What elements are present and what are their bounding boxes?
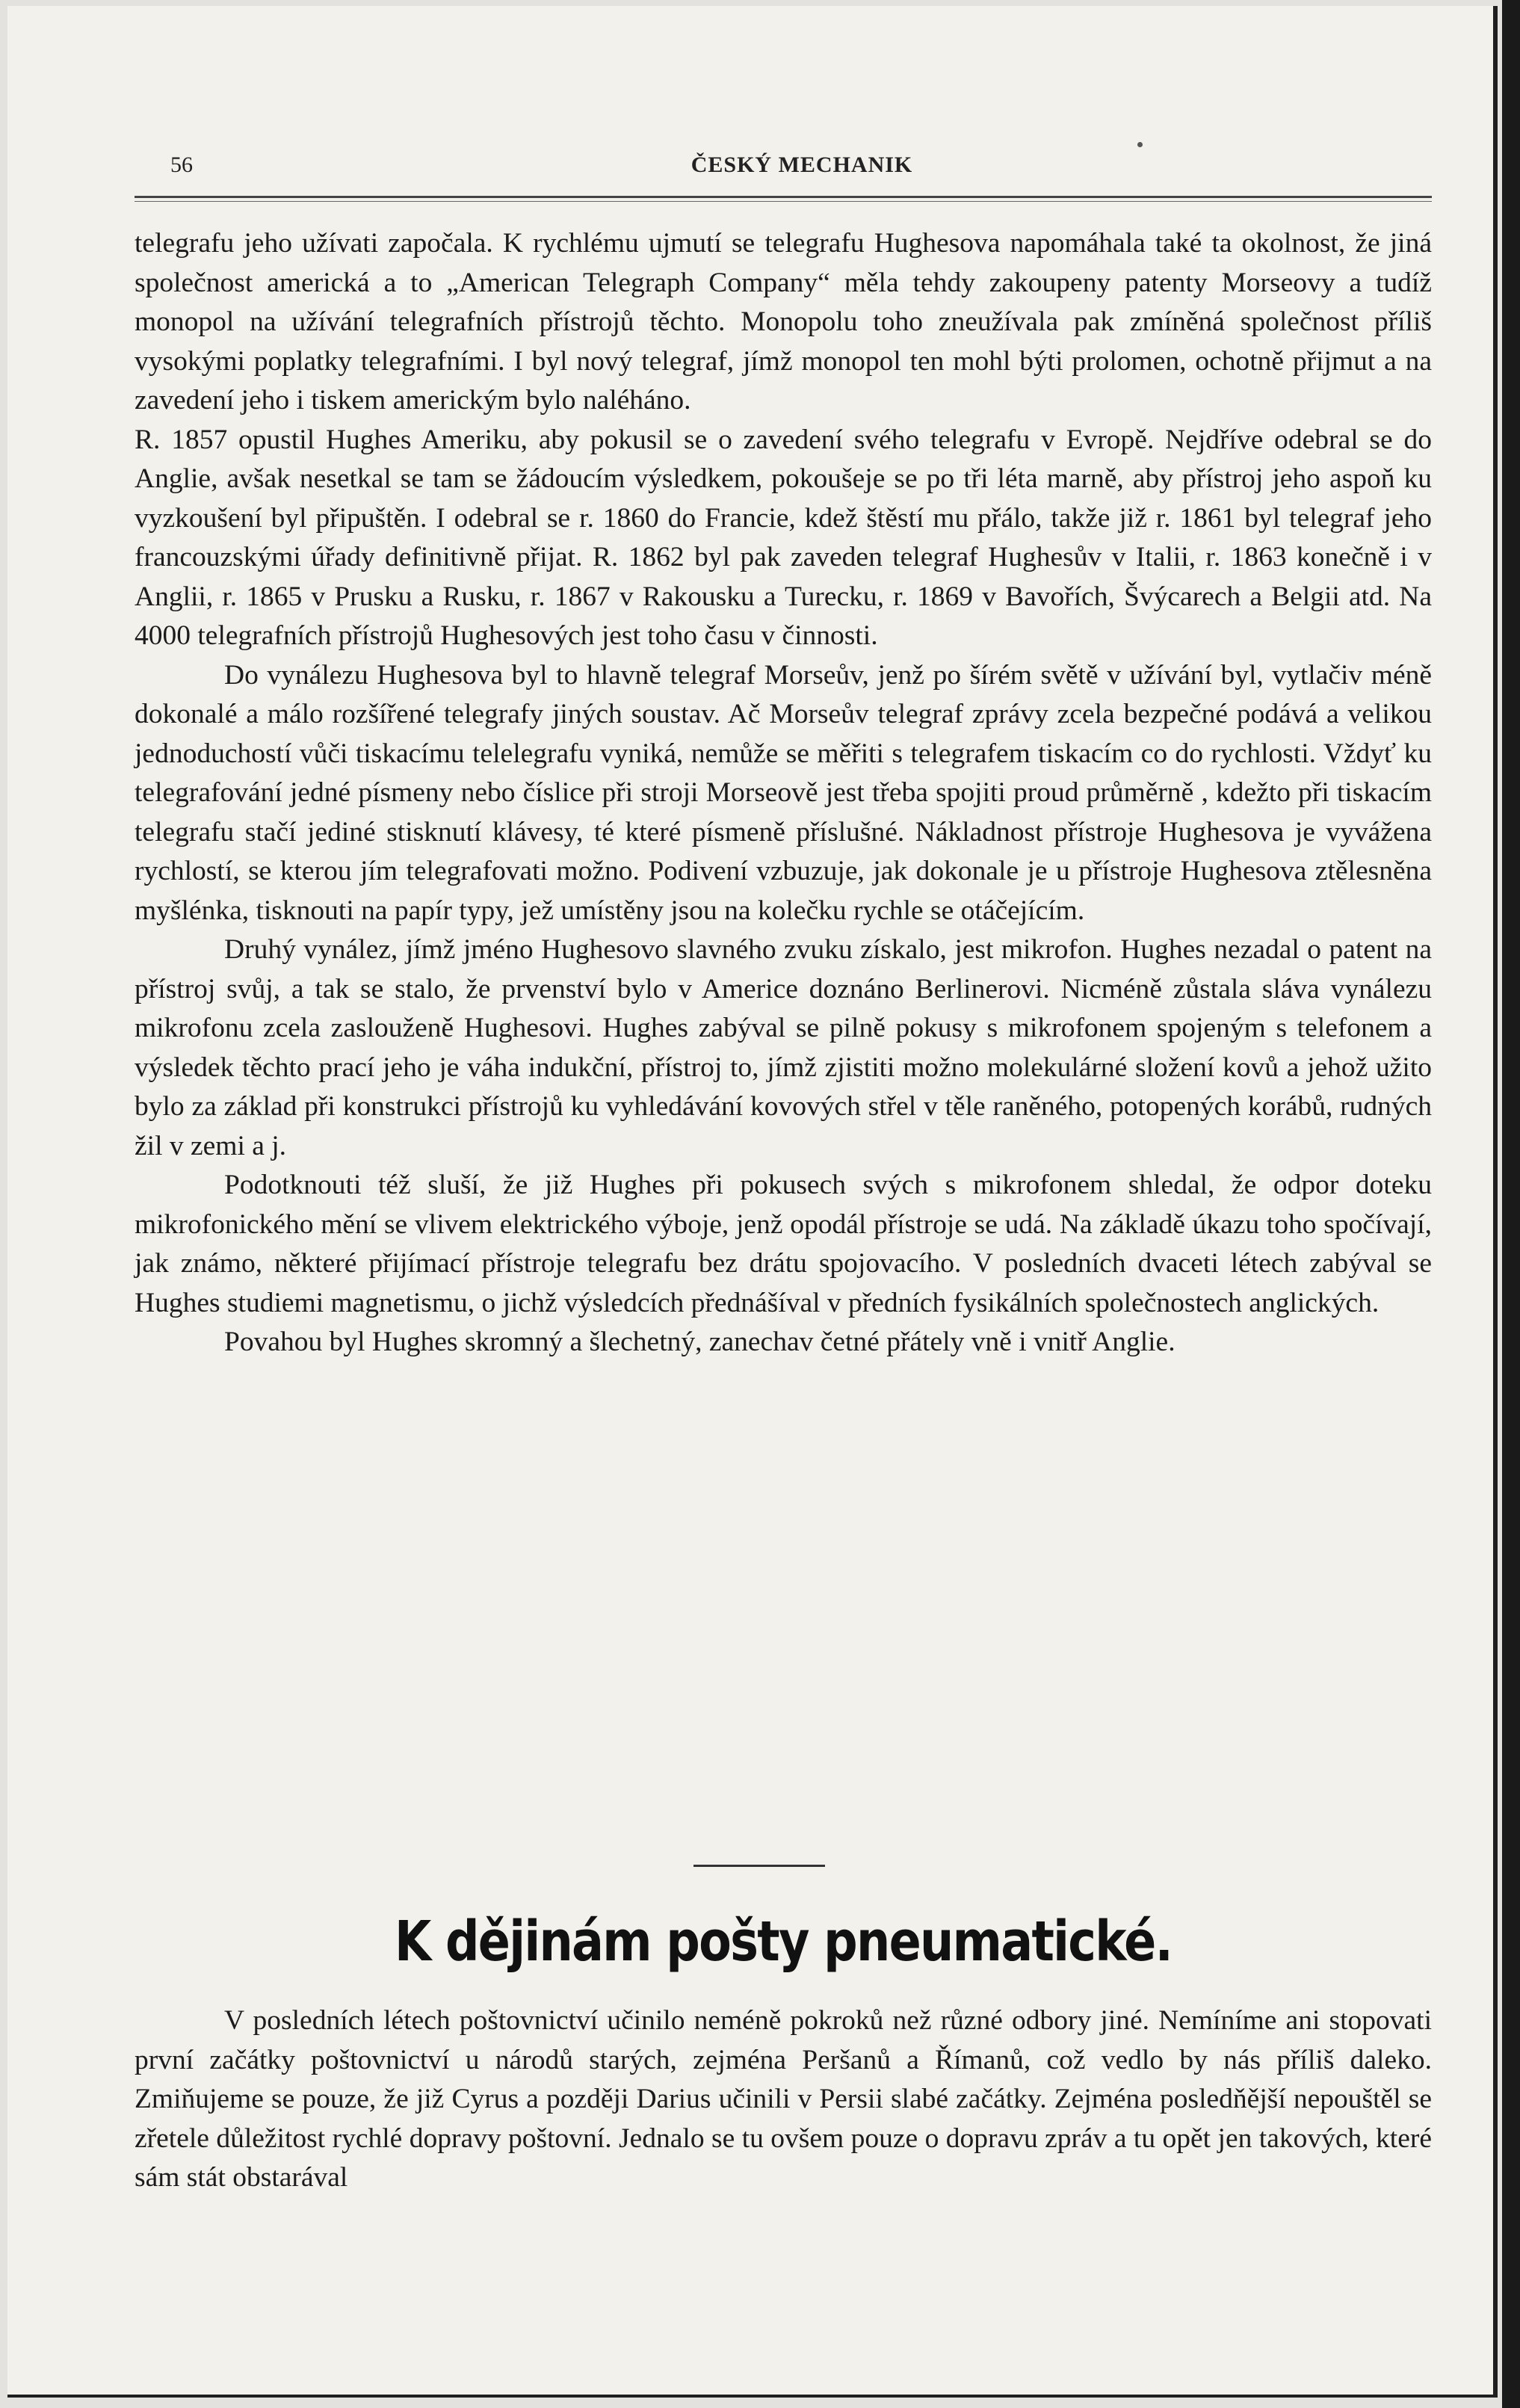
paragraph: telegrafu jeho užívati započala. K rychlému ujmutí se telegrafu Hughesova napomáhala také ta okolnost, že jiná společnost americká a to „American Telegraph Company“ měla tehdy zakoupeny patenty Morseovy a tudíž monopol na užívání telegrafních přístrojů těchto. Monopolu toho zneužívala pak zmíněná společnost příliš vysokými poplatky telegrafními. I byl nový telegraf, jímž monopol ten mohl býti prolomen, ochotně přijmut a na zavedení jeho i tiskem americkým bylo naléháno. bbox=[135, 228, 1432, 416]
paragraph: Druhý vynález, jímž jméno Hughesovo slavného zvuku získalo, jest mikrofon. Hughes nezadal o patent na přístroj svůj, a tak se stalo, že prvenství bylo v Americe doznáno Berlinerovi. Nicméně zůstala sláva vynálezu mikrofonu zcela zaslouženě Hughesovi. Hughes zabýval se pilně pokusy s mikrofonem spojeným s telefonem a výsledek těchto prací jeho je váha indukční, přístroj to, jímž zjistiti možno molekulárné složení kovů a jehož užito bylo za základ při konstrukci přístrojů ku vyhledávání kovových střel v těle raněného, potopených korábů, rudných žil v zemi a j. bbox=[135, 934, 1432, 1161]
section-divider bbox=[693, 1865, 825, 1867]
header-rule-thin bbox=[135, 201, 1432, 202]
paragraph: Podotknouti též sluší, že již Hughes při pokusech svých s mikrofonem shledal, že odpor doteku mikrofonického mění se vlivem elektrického výboje, jenž opodál přístroje se udá. Na základě úkazu toho spočívají, jak známo, některé přijímací přístroje telegrafu bez drátu spojovacího. V posledních dvaceti létech zabýval se Hughes studiemi magnetismu, o jichž výsledcích přednášíval v předních fysikálních společnostech anglických. bbox=[135, 1170, 1432, 1318]
article-hughes-body bbox=[135, 224, 1432, 1362]
page-number: 56 bbox=[170, 152, 193, 177]
running-title: ČESKÝ MECHANIK bbox=[691, 152, 913, 177]
header-rule bbox=[135, 196, 1432, 198]
article-title: K dějinám pošty pneumatické. bbox=[394, 1910, 1173, 1974]
paragraph: V posledních létech poštovnictví učinilo neméně pokroků než různé odbory jiné. Nemíníme ani stopovati první začátky poštovnictví u národů starých, zejména Peršanů a Římanů, což vedlo by nás příliš daleko. Zmiňujeme se pouze, že již Cyrus a později Darius učinili v Persii slabé začátky. Zejména posledňější nepouštěl se zřetele důležitost rychlé dopravy poštovní. Jednalo se tu ovšem pouze o dopravu zpráv a tu opět jen takových, které sám stát obstarával bbox=[135, 2005, 1432, 2193]
ink-speck bbox=[1137, 142, 1143, 147]
article-pneumatic-body bbox=[135, 2001, 1432, 2198]
paragraph: Povahou byl Hughes skromný a šlechetný, zanechav četné přátely vně i vnitř Anglie. bbox=[224, 1327, 1175, 1357]
page-header bbox=[170, 152, 1433, 182]
paragraph: Do vynálezu Hughesova byl to hlavně telegraf Morseův, jenž po šírém světě v užívání byl, vytlačiv méně dokonalé a málo rozšířené telegrafy jiných soustav. Ač Morseův telegraf zprávy zcela bezpečné podává a velikou jednoduchostí vůči tiskacímu telelegrafu vyniká, nemůže se měřiti s telegrafem tiskacím co do rychlosti. Vždyť ku telegrafování jedné písmeny nebo číslice při stroji Morseově jest třeba spojiti proud průměrně , kdežto při tiskacím telegrafu stačí jediné stisknutí klávesy, té které písmeně příslušné. Nákladnost přístroje Hughesova je vyvážena rychlostí, se kterou jím telegrafovati možno. Podivení vzbuzuje, jak dokonale je u přístroje Hughesova ztělesněna myšlénka, tisknouti na papír typy, jež umístěny jsou na kolečku rychle se otáčejícím. bbox=[135, 659, 1432, 926]
scan-edge bbox=[1502, 0, 1520, 2408]
paragraph: R. 1857 opustil Hughes Ameriku, aby pokusil se o zavedení svého telegrafu v Evropě. Nejdříve odebral se do Anglie, avšak nesetkal se tam se žádoucím výsledkem, pokoušeje se po tři léta marně, aby přístroj jeho aspoň ku vyzkoušení byl připuštěn. I odebral se r. 1860 do Francie, kdež štěstí mu přálo, takže již r. 1861 byl telegraf jeho francouzskými úřady definitivně přijat. R. 1862 byl pak zaveden telegraf Hughesův v Italii, r. 1863 konečně i v Anglii, r. 1865 v Prusku a Rusku, r. 1867 v Rakousku a Turecku, r. 1869 v Bavořích, Švýcarech a Belgii atd. Na 4000 telegrafních přístrojů Hughesových jest toho času v činnosti. bbox=[135, 424, 1432, 651]
